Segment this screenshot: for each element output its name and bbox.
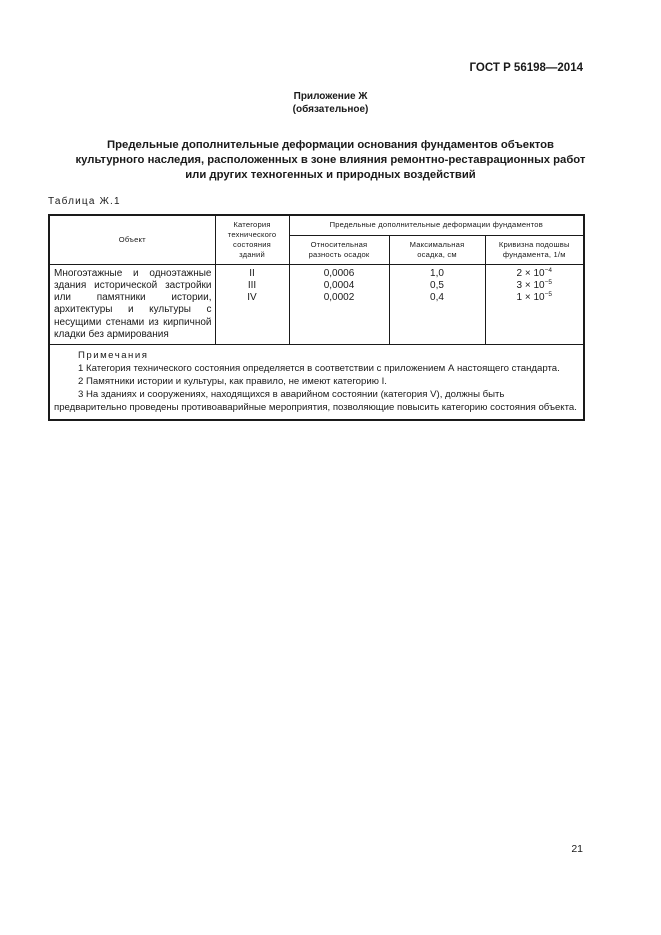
appendix-heading [0, 90, 661, 116]
header-curvature: Кривизна подошвы фундамента, 1/м [485, 235, 584, 264]
table-row [49, 264, 584, 345]
title-line: или других техногенных и природных воздействий [185, 169, 476, 181]
title-line: Предельные дополнительные деформации основания фундаментов объектов [107, 139, 554, 151]
header-deformations-group: Предельные дополнительные деформации фундаментов [289, 215, 584, 235]
max-settlement-values: 1,0 0,5 0,4 [389, 264, 485, 345]
category-values: II III IV [215, 264, 289, 345]
notes-title: Примечания [78, 350, 149, 362]
note-item: 3 На зданиях и сооружениях, находящихся в аварийном состоянии (категория V), должны быть предварительно проведены противоаварийные мероприятия, позволяющие повысить категорию состояния объекта. [54, 389, 577, 414]
note-item: 1 Категория технического состояния определяется в соответствии с приложением А настоящего стандарта. [78, 363, 560, 375]
document-code: ГОСТ Р 56198—2014 [469, 62, 583, 74]
curvature-value: $1 \times 10^{-5}$ [516, 291, 552, 304]
notes [49, 345, 584, 421]
notes-row [49, 345, 584, 421]
header-category: Категория технического состояния зданий [215, 215, 289, 264]
curvature-values [485, 264, 584, 345]
note-item: 2 Памятники истории и культуры, как правило, не имеют категорию I. [78, 376, 387, 388]
curvature-value: $3 \times 10^{-5}$ [516, 278, 552, 291]
deformation-table [48, 214, 585, 421]
title-line: культурного наследия, расположенных в зоне влияния ремонтно-реставрационных работ [75, 154, 586, 166]
appendix-label: Приложение Ж [293, 91, 368, 102]
header-relative-settlement: Относительная разность осадок [289, 235, 389, 264]
appendix-title [40, 138, 621, 183]
object-description: Многоэтажные и одноэтажные здания исторической застройки или памятники истории, архитектуры и культуры с несущими стенами из кирпичной кладки без армирования [49, 264, 215, 345]
relative-settlement-values: 0,0006 0,0004 0,0002 [289, 264, 389, 345]
appendix-status: (обязательное) [292, 104, 369, 115]
page-number: 21 [571, 843, 583, 855]
curvature-value: $2 \times 10^{-4}$ [516, 266, 552, 279]
table-caption: Таблица Ж.1 [48, 196, 121, 207]
header-object: Объект [49, 215, 215, 264]
header-max-settlement: Максимальная осадка, см [389, 235, 485, 264]
